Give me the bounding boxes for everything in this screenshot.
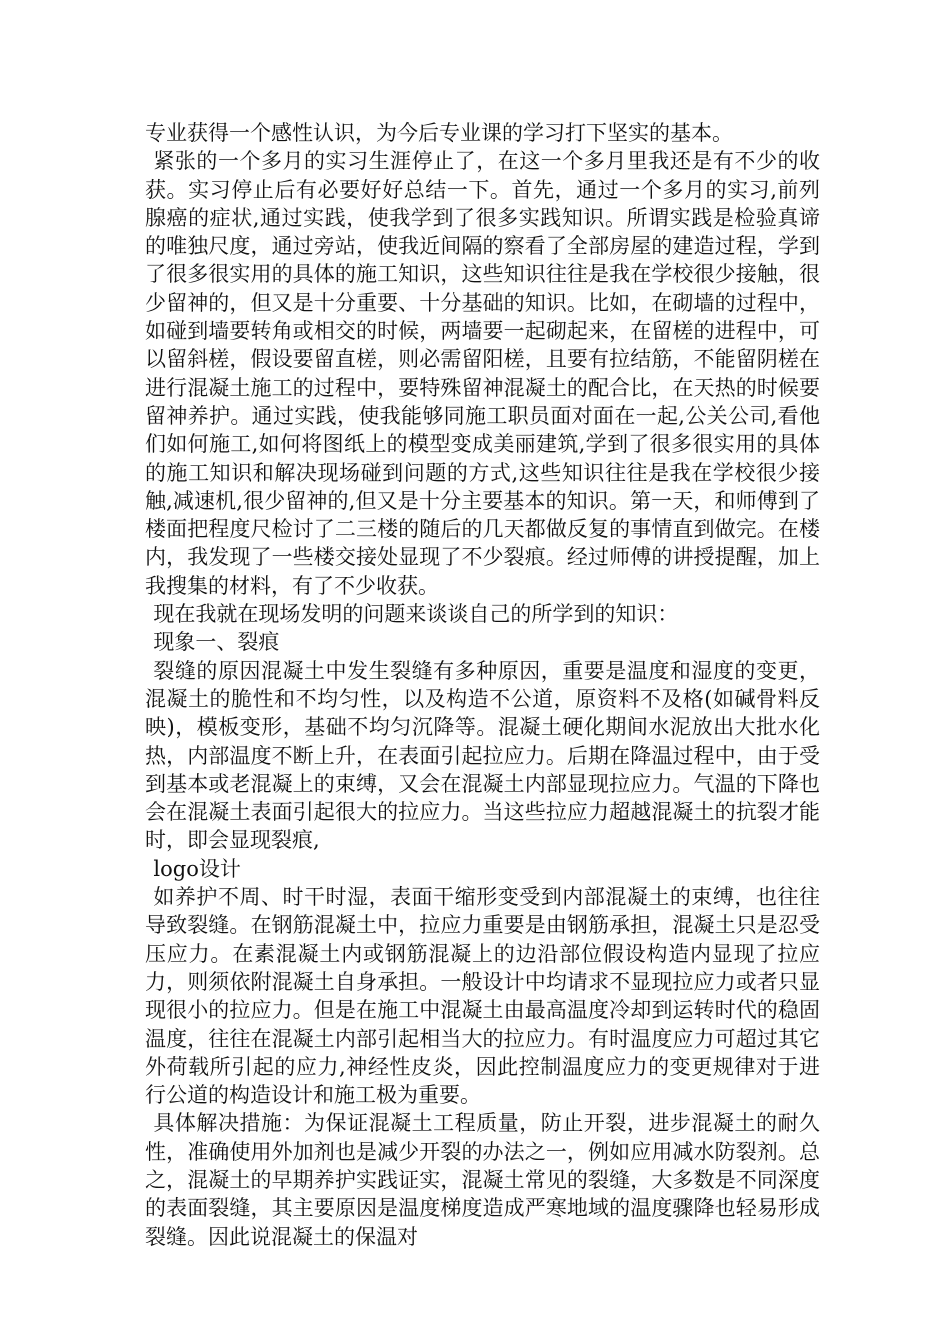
paragraph-intro-end: 专业获得一个感性认识，为今后专业课的学习打下坚实的基本。 [145, 121, 733, 145]
paragraph-solutions: 具体解决措施：为保证混凝土工程质量，防止开裂，进步混凝土的耐久性，准确使用外加剂也是减少开裂的办法之一，例如应用减水防裂剂。总之，混凝土的早期养护实践证实，混凝土常见的裂缝，大多数是不同深度的表面裂缝，其主要原因是温度梯度造成严寒地域的温度骤降也轻易形成裂缝。因此说混凝土的保温对 [145, 1111, 820, 1249]
paragraph-transition: 现在我就在现场发明的问题来谈谈自己的所学到的知识： [153, 602, 679, 627]
body-text [145, 119, 820, 1251]
paragraph-crack-causes: 裂缝的原因混凝土中发生裂缝有多种原因，重要是温度和湿度的变更，混凝土的脆性和不均匀性，以及构造不公道，原资料不及格(如碱骨料反映)，模板变形，基础不均匀沉降等。混凝土硬化期间水泥放出大批水化热，内部温度不断上升，在表面引起拉应力。后期在降温过程中，由于受到基本或老混凝上的束缚，又会在混凝土内部显现拉应力。气温的下降也会在混凝土表面引起很大的拉应力。当这些拉应力超越混凝土的抗裂才能时，即会显现裂痕, [145, 658, 820, 853]
paragraph-internship-summary: 紧张的一个多月的实习生涯停止了，在这一个多月里我还是有不少的收获。实习停止后有必要好好总结一下。首先，通过一个多月的实习,前列腺癌的症状,通过实践，使我学到了很多实践知识。所谓实践是检验真谛的唯独尺度，通过旁站，使我近间隔的察看了全部房屋的建造过程，学到了很多很实用的具体的施工知识，这些知识往往是我在学校很少接触，很少留神的，但又是十分重要、十分基础的知识。比如，在砌墙的过程中，如碰到墙要转角或相交的时候，两墙要一起砌起来，在留槎的进程中，可以留斜槎，假设要留直槎，则必需留阳槎，且要有拉结筋，不能留阴槎在进行混凝土施工的过程中，要特殊留神混凝土的配合比，在天热的时候要留神养护。通过实践，使我能够同施工职员面对面在一起,公关公司,看他们如何施工,如何将图纸上的模型变成美丽建筑,学到了很多很实用的具体的施工知识和解决现场碰到问题的方式,这些知识往往是我在学校很少接触,减速机,很少留神的,但又是十分主要基本的知识。第一天，和师傅到了楼面把程度尺检讨了二三楼的随后的几天都做反复的事情直到做完。在楼内，我发现了一些楼交接处显现了不少裂痕。经过师傅的讲授提醒，加上我搜集的材料，有了不少收获。 [145, 149, 820, 598]
section-heading-cracks: 现象一、裂痕 [153, 630, 280, 655]
paragraph-curing: 如养护不周、时干时湿，表面干缩形变受到内部混凝土的束缚，也往往导致裂缝。在钢筋混凝土中，拉应力重要是由钢筋承担，混凝土只是忍受压应力。在素混凝土内或钢筋混凝上的边沿部位假设构造内显现了拉应力，则须依附混凝土自身承担。一般设计中均请求不显现拉应力或者只显现很小的拉应力。但是在施工中混凝土由最高温度冷却到运转时代的稳固温度，往往在混凝土内部引起相当大的拉应力。有时温度应力可超过其它外荷载所引起的应力,神经性皮炎，因此控制温度应力的变更规律对于进行公道的构造设计和施工极为重要。 [145, 885, 820, 1108]
inline-logo-text: logo设计 [153, 856, 241, 881]
